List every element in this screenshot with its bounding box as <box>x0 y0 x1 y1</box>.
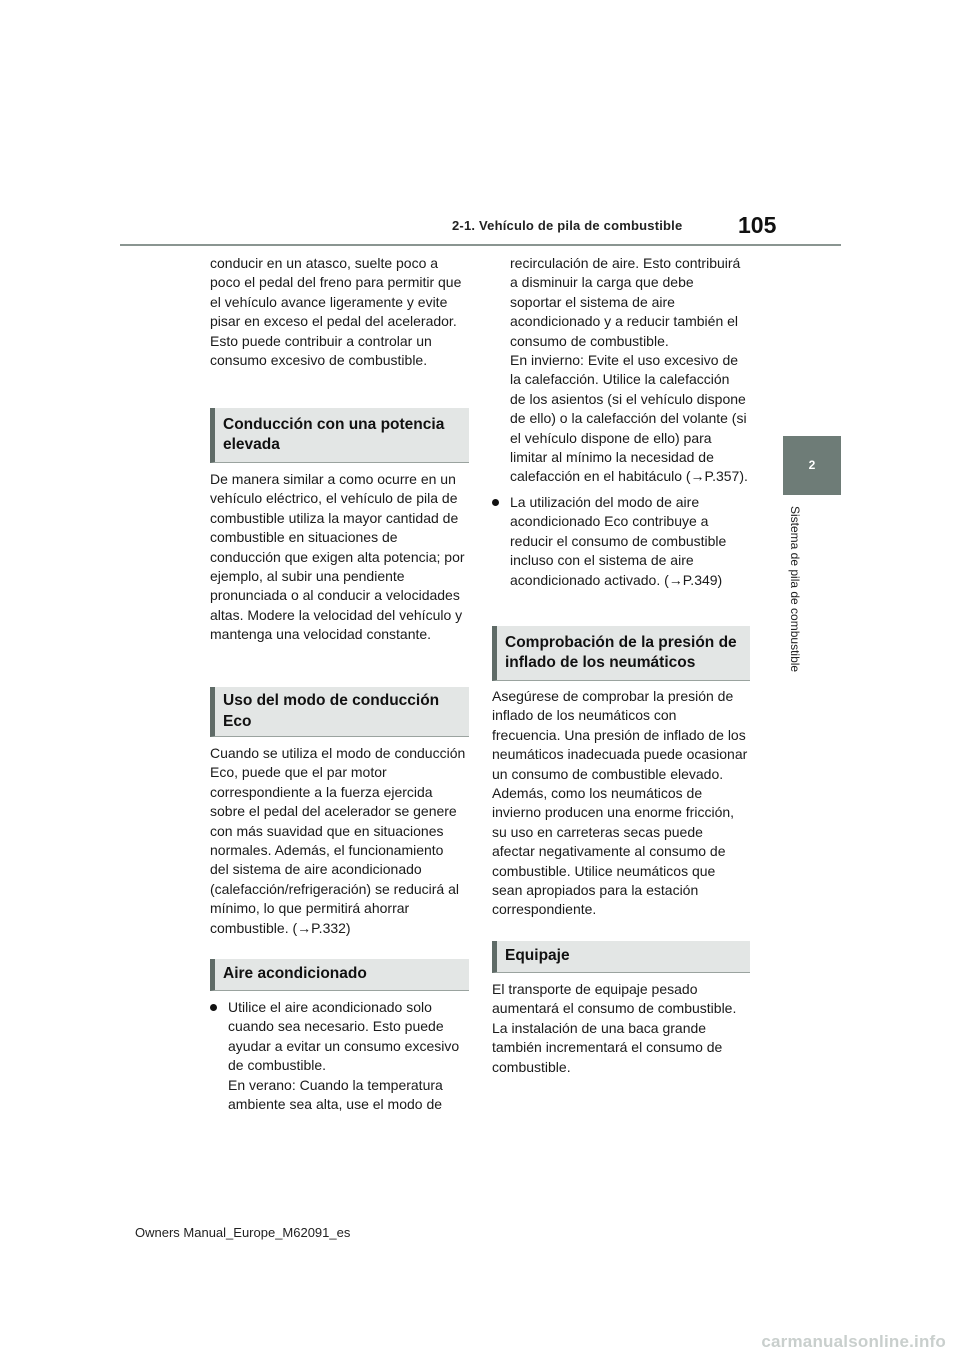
page-number: 105 <box>738 212 777 238</box>
chapter-title-vertical: Sistema de pila de combustible <box>788 506 802 673</box>
section-heading-eco-mode: Uso del modo de conducción Eco <box>210 687 469 737</box>
header-divider <box>120 244 841 246</box>
bullet-item: Utilice el aire acondicionado solo cuando sea necesario. Esto puede ayudar a evitar un consumo excesivo de combustible. En verano: Cuando la temperatura ambiente sea alta, use el modo de <box>210 998 466 1114</box>
section-body-high-power: De manera similar a como ocurre en un vehículo eléctrico, el vehículo de pila de combustible utiliza la mayor cantidad de combustible en situaciones de conducción que exigen alta potencia; por ejemplo, al subir una pendiente pronunciada o al conducir a velocidades altas. Modere la velocidad del vehículo y mantenga una velocidad constante. <box>210 471 465 643</box>
watermark: carmanualsonline.info <box>761 1332 946 1351</box>
right-continuation <box>492 254 748 590</box>
air-conditioning-bullet <box>210 998 466 1114</box>
bullet-item: La utilización del modo de aire acondicionado Eco contribuye a reducir el consumo de combustible incluso con el sistema de aire acondicionado activado. (→P.349) <box>492 493 748 590</box>
header-section-title: 2-1. Vehículo de pila de combustible <box>452 218 683 233</box>
footer-manual-id: Owners Manual_Europe_M62091_es <box>135 1225 351 1240</box>
section-heading-high-power: Conducción con una potencia elevada <box>210 408 469 463</box>
left-intro-paragraph: conducir en un atasco, suelte poco a poco el pedal del freno para permitir que el vehículo avance ligeramente y evite pisar en exceso el pedal del acelerador. Esto puede contribuir a controlar un consumo excesivo de combustible. <box>210 255 462 369</box>
section-body-luggage: El transporte de equipaje pesado aumentará el consumo de combustible. La instalación de una baca grande también incrementará el consumo de combustible. <box>492 981 737 1075</box>
section-body-eco-mode: Cuando se utiliza el modo de conducción Eco, puede que el par motor correspondiente a la fuerza ejercida sobre el pedal del acelerador se genere con más suavidad que en situaciones normales. Además, el funcionamiento del sistema de aire acondicionado (calefacción/refrigeración) se reducirá al mínimo, lo que permitirá ahorrar combustible. (→P.332) <box>210 745 466 936</box>
chapter-tab[interactable]: 2 <box>783 436 841 495</box>
section-heading-air-conditioning: Aire acondicionado <box>210 959 469 991</box>
section-heading-tire-pressure: Comprobación de la presión de inflado de los neumáticos <box>492 626 750 681</box>
section-heading-luggage: Equipaje <box>492 941 750 973</box>
continuation-text: recirculación de aire. Esto contribuirá a disminuir la carga que debe soportar el sistema de aire acondicionado y a reducir también el consumo de combustible. En invierno: Evite el uso excesivo de la calefacción. Utilice la calefacción de los asientos (si el vehículo dispone de ello) o la calefacción del volante (si el vehículo dispone de ello) para limitar al mínimo la necesidad de calefacción en el habitáculo (→P.357). <box>510 255 748 485</box>
section-body-tire-pressure: Asegúrese de comprobar la presión de inflado de los neumáticos con frecuencia. Una presión de inflado de los neumáticos inadecuada puede ocasionar un consumo de combustible elevado. Además, como los neumáticos de invierno producen una enorme fricción, su uso en carreteras secas puede afectar negativamente al consumo de combustible. Utilice neumáticos que sean apropiados para la estación correspondiente. <box>492 688 748 918</box>
